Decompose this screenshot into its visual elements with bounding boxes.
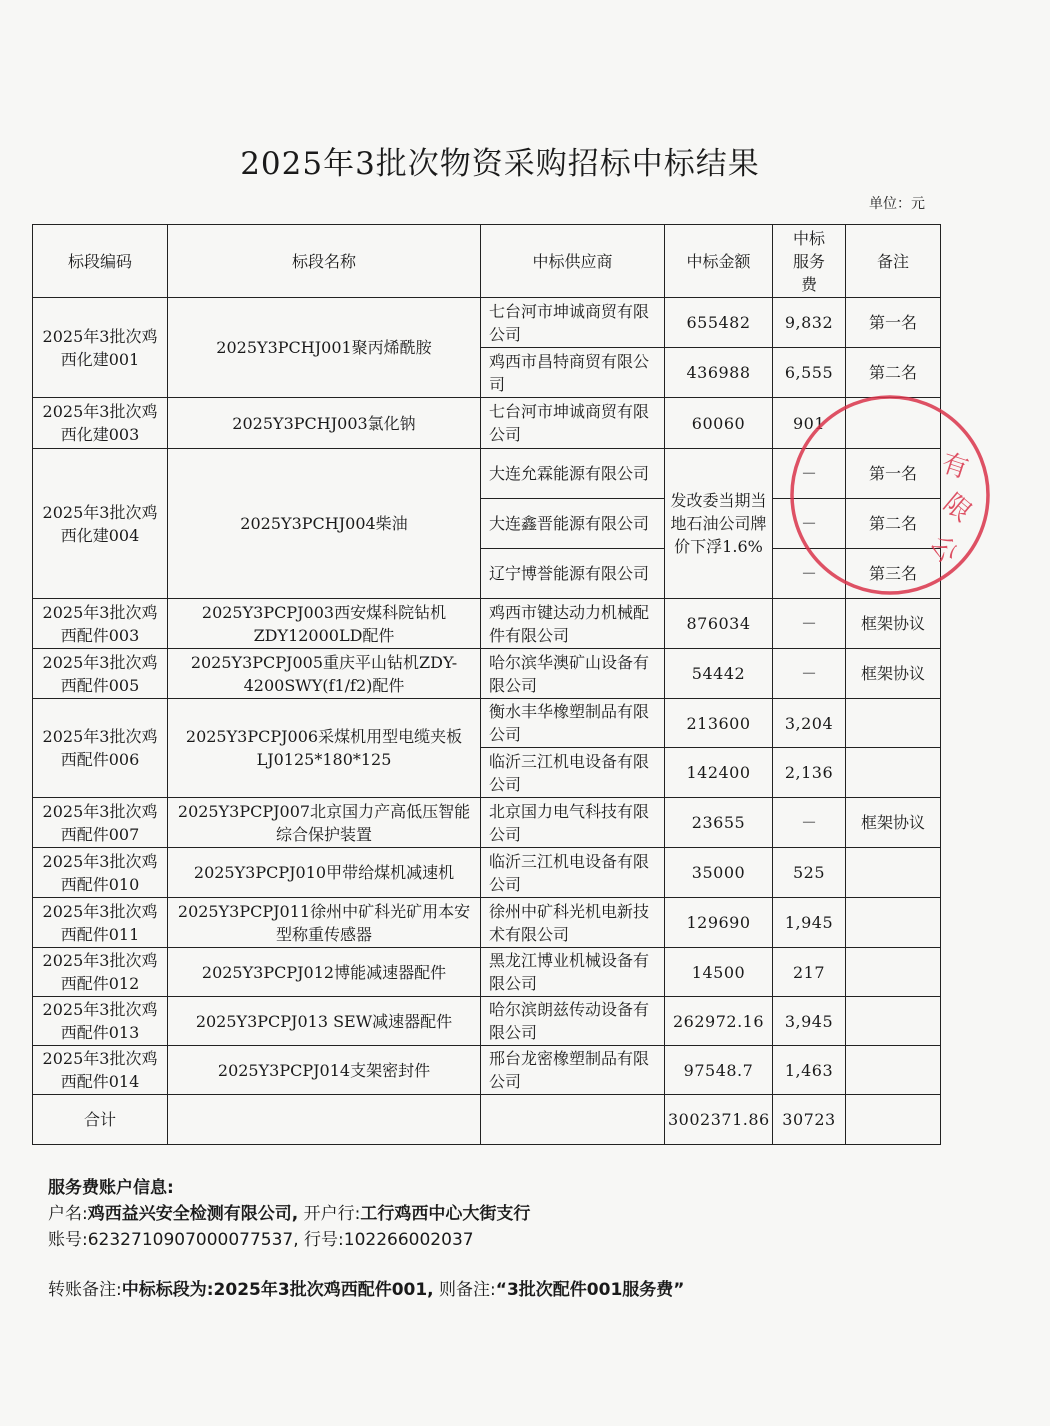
cell-amount: 262972.16 [665, 997, 773, 1046]
table-row [33, 298, 941, 348]
cell-fee: － [773, 499, 846, 549]
bank-no-value: 102266002037 [343, 1230, 474, 1250]
cell-code: 2025年3批次鸡西配件005 [33, 649, 168, 699]
cell-amount: 54442 [665, 649, 773, 699]
info-note-line [48, 1275, 684, 1300]
cell-name: 2025Y3PCPJ007北京国力产高低压智能综合保护装置 [168, 798, 481, 848]
cell-amount: 60060 [665, 398, 773, 449]
header-remark: 备注 [846, 225, 941, 298]
cell-amount: 213600 [665, 699, 773, 748]
cell-remark: 第二名 [846, 499, 941, 549]
cell-remark: 框架协议 [846, 599, 941, 649]
cell-fee: 3,945 [773, 997, 846, 1046]
cell-fee: － [773, 649, 846, 699]
header-amount: 中标金额 [665, 225, 773, 298]
cell-name: 2025Y3PCHJ004柴油 [168, 449, 481, 599]
total-label: 合计 [33, 1095, 168, 1145]
table-row [33, 1046, 941, 1095]
cell-code: 2025年3批次鸡西配件013 [33, 997, 168, 1046]
cell-supplier: 临沂三江机电设备有限公司 [481, 848, 665, 898]
info-holder-line [48, 1199, 530, 1224]
cell-remark [846, 948, 941, 997]
cell-code: 2025年3批次鸡西化建003 [33, 398, 168, 449]
unit-label: 单位：元 [869, 196, 925, 212]
account-value: 6232710907000077537, [87, 1230, 299, 1250]
bank-value: 工行鸡西中心大街支行 [360, 1204, 531, 1224]
info-account-line [48, 1225, 474, 1250]
cell-code: 2025年3批次鸡西化建001 [33, 298, 168, 398]
cell-supplier: 徐州中矿科光机电新技术有限公司 [481, 898, 665, 948]
cell-supplier: 鸡西市键达动力机械配件有限公司 [481, 599, 665, 649]
cell-remark: 第一名 [846, 449, 941, 499]
cell-name: 2025Y3PCPJ014支架密封件 [168, 1046, 481, 1095]
table-row [33, 599, 941, 649]
seal-char: 公 [923, 530, 963, 569]
cell-amount: 35000 [665, 848, 773, 898]
cell-remark: 框架协议 [846, 649, 941, 699]
cell-name: 2025Y3PCPJ005重庆平山钻机ZDY-4200SWY(f1/f2)配件 [168, 649, 481, 699]
cell-supplier: 七台河市坤诚商贸有限公司 [481, 298, 665, 348]
cell-remark [846, 997, 941, 1046]
cell-fee: － [773, 449, 846, 499]
cell-name: 2025Y3PCPJ006采煤机用型电缆夹板LJ0125*180*125 [168, 699, 481, 798]
cell-fee: 6,555 [773, 348, 846, 398]
info-heading [48, 1173, 174, 1198]
cell-remark [846, 1046, 941, 1095]
cell-code: 2025年3批次鸡西化建004 [33, 449, 168, 599]
cell-remark: 第一名 [846, 298, 941, 348]
cell-name: 2025Y3PCHJ003氯化钠 [168, 398, 481, 449]
cell-code: 2025年3批次鸡西配件011 [33, 898, 168, 948]
header-name: 标段名称 [168, 225, 481, 298]
cell-code: 2025年3批次鸡西配件006 [33, 699, 168, 798]
cell-supplier: 大连允霖能源有限公司 [481, 449, 665, 499]
note-part2: 则备注: [439, 1280, 496, 1300]
note-label: 转账备注: [48, 1280, 122, 1300]
holder-label: 户名: [48, 1204, 88, 1224]
cell-amount: 129690 [665, 898, 773, 948]
cell-remark [846, 898, 941, 948]
table-row [33, 649, 941, 699]
header-fee: 中标服务费 [773, 225, 846, 298]
cell-amount: 23655 [665, 798, 773, 848]
cell-supplier: 邢台龙密橡塑制品有限公司 [481, 1046, 665, 1095]
cell-amount: 14500 [665, 948, 773, 997]
cell-fee: 217 [773, 948, 846, 997]
cell-supplier: 七台河市坤诚商贸有限公司 [481, 398, 665, 449]
cell-code: 2025年3批次鸡西配件012 [33, 948, 168, 997]
account-label: 账号: [48, 1230, 88, 1250]
cell-remark: 框架协议 [846, 798, 941, 848]
results-table [32, 224, 941, 1145]
cell-supplier: 辽宁博誉能源有限公司 [481, 549, 665, 599]
cell-remark: 第三名 [846, 549, 941, 599]
info-heading-text: 服务费账户信息: [48, 1178, 174, 1198]
cell-supplier: 临沂三江机电设备有限公司 [481, 748, 665, 798]
cell-amount: 142400 [665, 748, 773, 798]
table-row [33, 398, 941, 449]
cell-code: 2025年3批次鸡西配件003 [33, 599, 168, 649]
bank-no-label: 行号: [304, 1230, 344, 1250]
total-blank [168, 1095, 481, 1145]
note-quote: “3批次配件001服务费” [495, 1280, 685, 1300]
cell-amount: 655482 [665, 298, 773, 348]
cell-supplier: 大连鑫晋能源有限公司 [481, 499, 665, 549]
total-row [33, 1095, 941, 1145]
cell-code: 2025年3批次鸡西配件014 [33, 1046, 168, 1095]
cell-fee: － [773, 549, 846, 599]
table-row [33, 798, 941, 848]
page-title: 2025年3批次物资采购招标中标结果 [240, 146, 760, 182]
cell-supplier: 鸡西市昌特商贸有限公司 [481, 348, 665, 398]
cell-amount: 发改委当期当地石油公司牌价下浮1.6% [665, 449, 773, 599]
cell-code: 2025年3批次鸡西配件007 [33, 798, 168, 848]
cell-supplier: 哈尔滨朗兹传动设备有限公司 [481, 997, 665, 1046]
holder-value: 鸡西益兴安全检测有限公司, [87, 1204, 299, 1224]
cell-amount: 436988 [665, 348, 773, 398]
table-row [33, 898, 941, 948]
cell-fee: 3,204 [773, 699, 846, 748]
cell-fee: 901 [773, 398, 846, 449]
table-row [33, 699, 941, 748]
table-row [33, 449, 941, 499]
cell-supplier: 黑龙江博业机械设备有限公司 [481, 948, 665, 997]
header-supplier: 中标供应商 [481, 225, 665, 298]
total-blank [481, 1095, 665, 1145]
total-fee: 30723 [773, 1095, 846, 1145]
note-part1: 中标标段为: [121, 1280, 214, 1300]
seal-char: 有 [937, 448, 972, 485]
table-header-row [33, 225, 941, 298]
cell-supplier: 北京国力电气科技有限公司 [481, 798, 665, 848]
cell-name: 2025Y3PCPJ012博能减速器配件 [168, 948, 481, 997]
cell-fee: 9,832 [773, 298, 846, 348]
cell-fee: 1,463 [773, 1046, 846, 1095]
cell-fee: 2,136 [773, 748, 846, 798]
table-row [33, 997, 941, 1046]
cell-name: 2025Y3PCPJ010甲带给煤机减速机 [168, 848, 481, 898]
cell-fee: － [773, 798, 846, 848]
cell-fee: 1,945 [773, 898, 846, 948]
cell-supplier: 衡水丰华橡塑制品有限公司 [481, 699, 665, 748]
cell-code: 2025年3批次鸡西配件010 [33, 848, 168, 898]
header-code: 标段编码 [33, 225, 168, 298]
cell-supplier: 哈尔滨华澳矿山设备有限公司 [481, 649, 665, 699]
bank-label: 开户行: [303, 1204, 361, 1224]
note-example: 2025年3批次鸡西配件001, [213, 1280, 434, 1300]
cell-name: 2025Y3PCPJ011徐州中矿科光矿用本安型称重传感器 [168, 898, 481, 948]
seal-char: 限 [937, 488, 977, 529]
cell-amount: 97548.7 [665, 1046, 773, 1095]
total-amount: 3002371.86 [665, 1095, 773, 1145]
table-row [33, 948, 941, 997]
cell-fee: － [773, 599, 846, 649]
cell-name: 2025Y3PCPJ003西安煤科院钻机ZDY12000LD配件 [168, 599, 481, 649]
cell-name: 2025Y3PCHJ001聚丙烯酰胺 [168, 298, 481, 398]
cell-remark: 第二名 [846, 348, 941, 398]
cell-amount: 876034 [665, 599, 773, 649]
cell-fee: 525 [773, 848, 846, 898]
company-seal [923, 410, 1050, 580]
cell-name: 2025Y3PCPJ013 SEW减速器配件 [168, 997, 481, 1046]
table-row [33, 848, 941, 898]
cell-remark [846, 699, 941, 748]
total-blank [846, 1095, 941, 1145]
cell-remark [846, 748, 941, 798]
cell-remark [846, 848, 941, 898]
